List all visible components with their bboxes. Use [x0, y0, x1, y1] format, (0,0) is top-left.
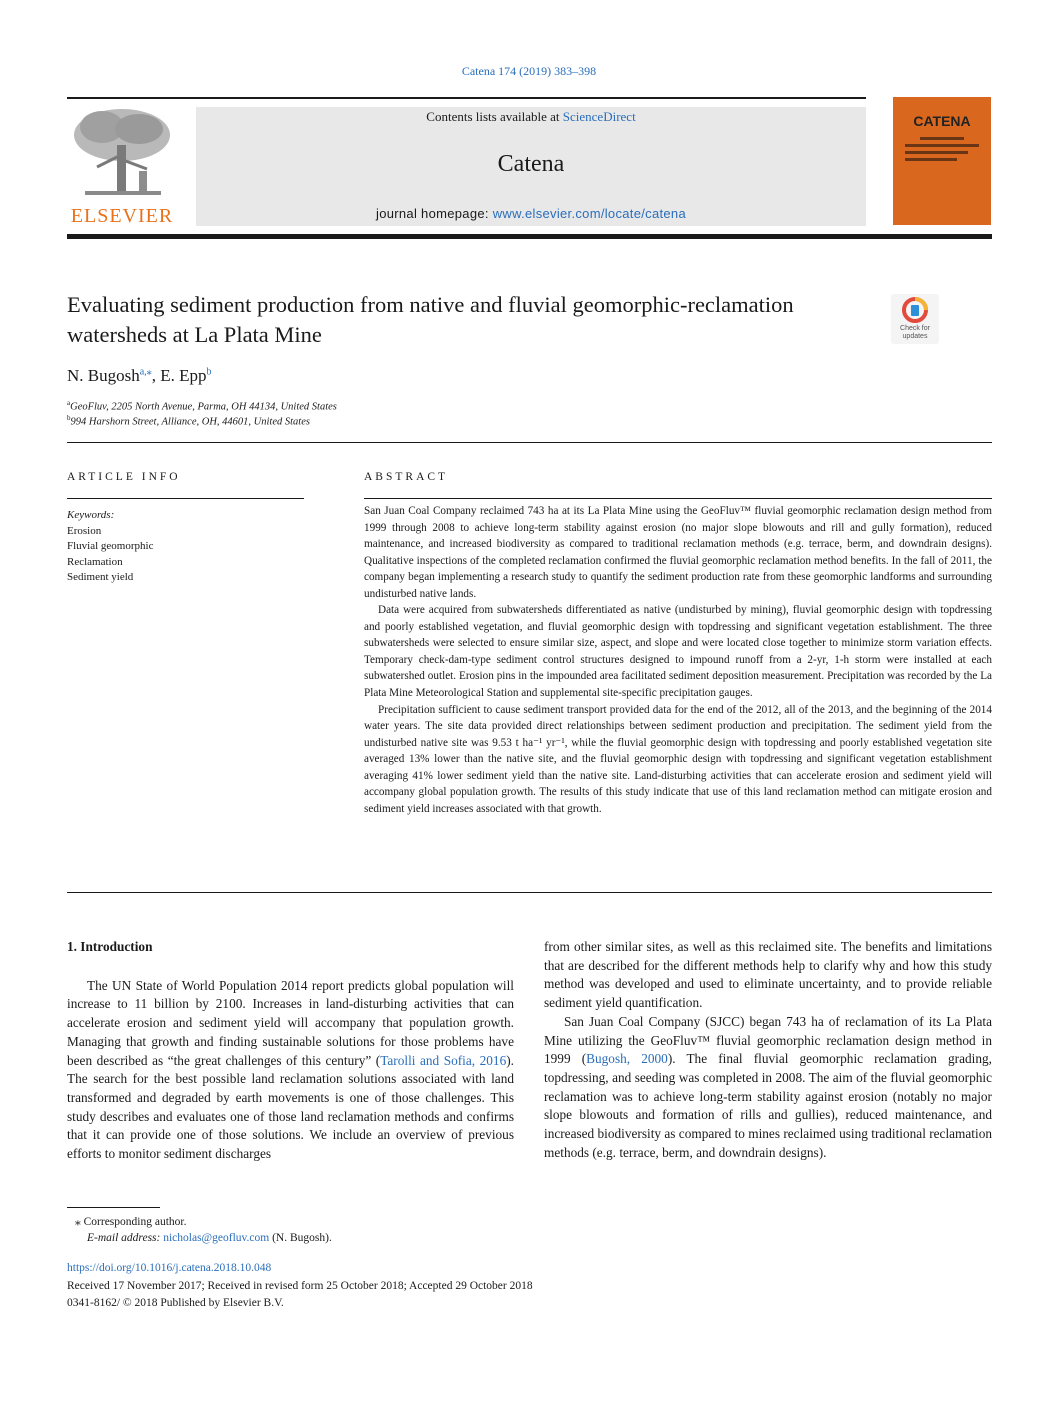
affiliation-a: [67, 399, 337, 413]
check-for-updates-badge[interactable]: [891, 294, 939, 344]
check-badge-line2: updates: [902, 333, 928, 340]
journal-name: Catena: [497, 151, 565, 177]
author-name[interactable]: E. Epp: [160, 366, 207, 385]
abstract-bottom-rule: [67, 892, 992, 893]
affiliation-b: [67, 414, 310, 428]
article-info-rule: [67, 498, 304, 499]
homepage-prefix: journal homepage:: [376, 206, 493, 221]
header-thick-rule: [67, 234, 992, 239]
sciencedirect-link[interactable]: ScienceDirect: [562, 109, 636, 124]
contents-line: [196, 109, 866, 125]
email-suffix: (N. Bugosh).: [269, 1232, 332, 1244]
elsevier-tree-icon: [67, 105, 177, 200]
body-text: The UN State of World Population 2014 report predicts global population will increase to 11 billion by 2100. Increases in land-disturbing activities that can accelerate erosion and sediment yield will accompany that population growth. Managing that growth and finding sustainable solutions for those problems have been described as “the great challenges of this century” (: [67, 977, 514, 1068]
article-title: Evaluating sediment production from native and fluvial geomorphic-reclamation watersheds at La Plata Mine: [67, 292, 794, 347]
section-heading: 1. Introduction: [67, 939, 153, 954]
journal-citation-link[interactable]: Catena 174 (2019) 383–398: [461, 64, 597, 78]
elsevier-wordmark: ELSEVIER: [70, 205, 174, 227]
affiliation-mark: a: [67, 399, 71, 407]
author-affiliation-mark[interactable]: a,⁎: [139, 366, 152, 378]
contents-prefix: Contents lists available at: [426, 109, 563, 124]
keyword-item: Erosion: [67, 524, 102, 537]
body-paragraph: [544, 1013, 992, 1163]
crossmark-icon: [902, 297, 928, 323]
abstract-rule: [364, 498, 992, 499]
journal-cover-thumbnail[interactable]: [893, 97, 991, 225]
body-text: San Juan Coal Company (SJCC) began 743 ha of reclamation of its La Plata Mine utilizing the GeoFluv™ fluvial geomorphic reclamation design method in 1999 (: [544, 1013, 992, 1067]
elsevier-logo[interactable]: [67, 105, 187, 230]
corresponding-author-note: ⁎ Corresponding author.: [75, 1216, 187, 1228]
title-block-rule: [67, 442, 992, 443]
footnote-rule: [67, 1207, 160, 1208]
author-affiliation-mark[interactable]: b: [206, 366, 212, 378]
check-badge-line1: Check for: [900, 325, 930, 332]
keyword-item: Sediment yield: [67, 571, 134, 583]
keywords-block: [67, 508, 153, 586]
citation-link[interactable]: Tarolli and Sofia, 2016: [380, 1052, 507, 1068]
affiliation-mark: b: [67, 414, 71, 422]
body-text: ). The search for the best possible land reclamation solutions associated with land transformed and degraded by earth movements is one of those challenges. This study describes and evaluates one of those land reclamation methods and confirms that it can provide one of those solutions. We include an overview of previous efforts to monitor sediment discharges: [67, 1052, 514, 1162]
citation-link[interactable]: Bugosh, 2000: [586, 1051, 668, 1067]
author-list: N. Bugosh$^{a,⁎}$, E. Epp$^b$: [67, 366, 212, 385]
abstract-heading: ABSTRACT: [364, 471, 449, 483]
email-label: E-mail address:: [87, 1232, 164, 1244]
affiliation-text: GeoFluv, 2205 North Avenue, Parma, OH 44134, United States: [70, 401, 337, 413]
copyright-line: 0341-8162/ © 2018 Published by Elsevier B.V.: [67, 1297, 284, 1309]
cover-text-lines: [905, 137, 979, 165]
check-badge-text: [891, 325, 939, 341]
cover-title: CATENA: [913, 113, 971, 129]
keyword-item: Reclamation: [67, 555, 123, 568]
header-top-rule: [67, 97, 866, 99]
body-right-column: [544, 938, 992, 1162]
article-info-heading: ARTICLE INFO: [67, 471, 181, 483]
body-left-column: [67, 938, 514, 1164]
abstract-paragraph: Precipitation sufficient to cause sediment transport provided data for the end of the 2012, all of the 2013, and the beginning of the 2014 water years. The site data provided direct relationships between sediment production and precipitation. The sediment yield from the undisturbed native site was 9.53 t ha⁻¹ yr⁻¹, while the fluvial geomorphic design with topdressing and poorly established vegetation site averaged 13% lower than the native site, and the fluvial geomorphic design with topdressing and significant vegetation establishment averaging 41% lower sediment yield than the native site. Land-disturbing activities that can accelerate erosion and sediment yield will accompany global population growth. The results of this study indicate that use of this land reclamation method can mitigate erosion and sediment yield increases associated with that growth.: [364, 703, 992, 815]
journal-homepage: [196, 206, 866, 221]
body-paragraph: [67, 977, 514, 1164]
doi-link[interactable]: https://doi.org/10.1016/j.catena.2018.10.048: [67, 1262, 272, 1274]
body-text: ). The final fluvial geomorphic reclamation grading, topdressing, and seeding was completed in 2008. The aim of the fluvial geomorphic reclamation was to achieve long-term stability against erosion (notably no major slope blowouts and formation of rills and gullies), reduced maintenance, and increased biodiversity as compared to mines reclaimed using traditional reclamation methods (e.g. terrace, berm, and downdrain designs).: [544, 1051, 992, 1160]
body-paragraph: from other similar sites, as well as this reclaimed site. The benefits and limitations that are described for the different methods help to clarify why and how this study method was developed and used to eliminate uncertainty, and to provide reliable sediment yield quantification.: [544, 939, 992, 1011]
author-name[interactable]: N. Bugosh: [67, 366, 140, 385]
email-link[interactable]: nicholas@geofluv.com: [163, 1232, 270, 1244]
abstract-paragraph: San Juan Coal Company reclaimed 743 ha at its La Plata Mine using the GeoFluv™ fluvial geomorphic reclamation design method from 1999 through 2008 to achieve long-term stability against erosion (no major slope blowouts and rill and gully formation), reduced maintenance, and increased biodiversity as compared to traditional reclamation methods (e.g. terrace, berm, and downdrain designs). Qualitative inspections of the completed reclamation confirmed the fluvial geomorphic reclamation method benefits. In the fall of 2011, the company began implementing a research study to quantify the sediment production rate from these geomorphic landforms and surrounding undisturbed native lands.: [364, 505, 992, 600]
abstract-paragraph: Data were acquired from subwatersheds differentiated as native (undisturbed by mining), fluvial geomorphic design with topdressing and poorly established vegetation, and fluvial geomorphic design with topdressing and significant vegetation establishment. The three subwatersheds were selected to ensure similar size, aspect, and slope and were located close together to minimize storm variation effects. Temporary check-dam-type sediment control structures designed to impound runoff from a 2-yr, 1-h storm were installed at each subwatershed outlet. Erosion pins in the impounded area facilitated sediment deposition measurement. Precipitation was recorded by the La Plata Mine Meteorological Station and supplemental site-specific precipitation gauges.: [364, 604, 992, 700]
email-note: [87, 1232, 332, 1244]
received-dates: Received 17 November 2017; Received in revised form 25 October 2018; Accepted 29 October 2018: [67, 1280, 533, 1292]
affiliation-text: 994 Harshorn Street, Alliance, OH, 44601, United States: [70, 416, 310, 428]
keywords-label: Keywords:: [67, 509, 115, 521]
keyword-item: Fluvial geomorphic: [67, 540, 154, 552]
abstract-body: [364, 503, 992, 817]
homepage-link[interactable]: www.elsevier.com/locate/catena: [492, 206, 686, 221]
